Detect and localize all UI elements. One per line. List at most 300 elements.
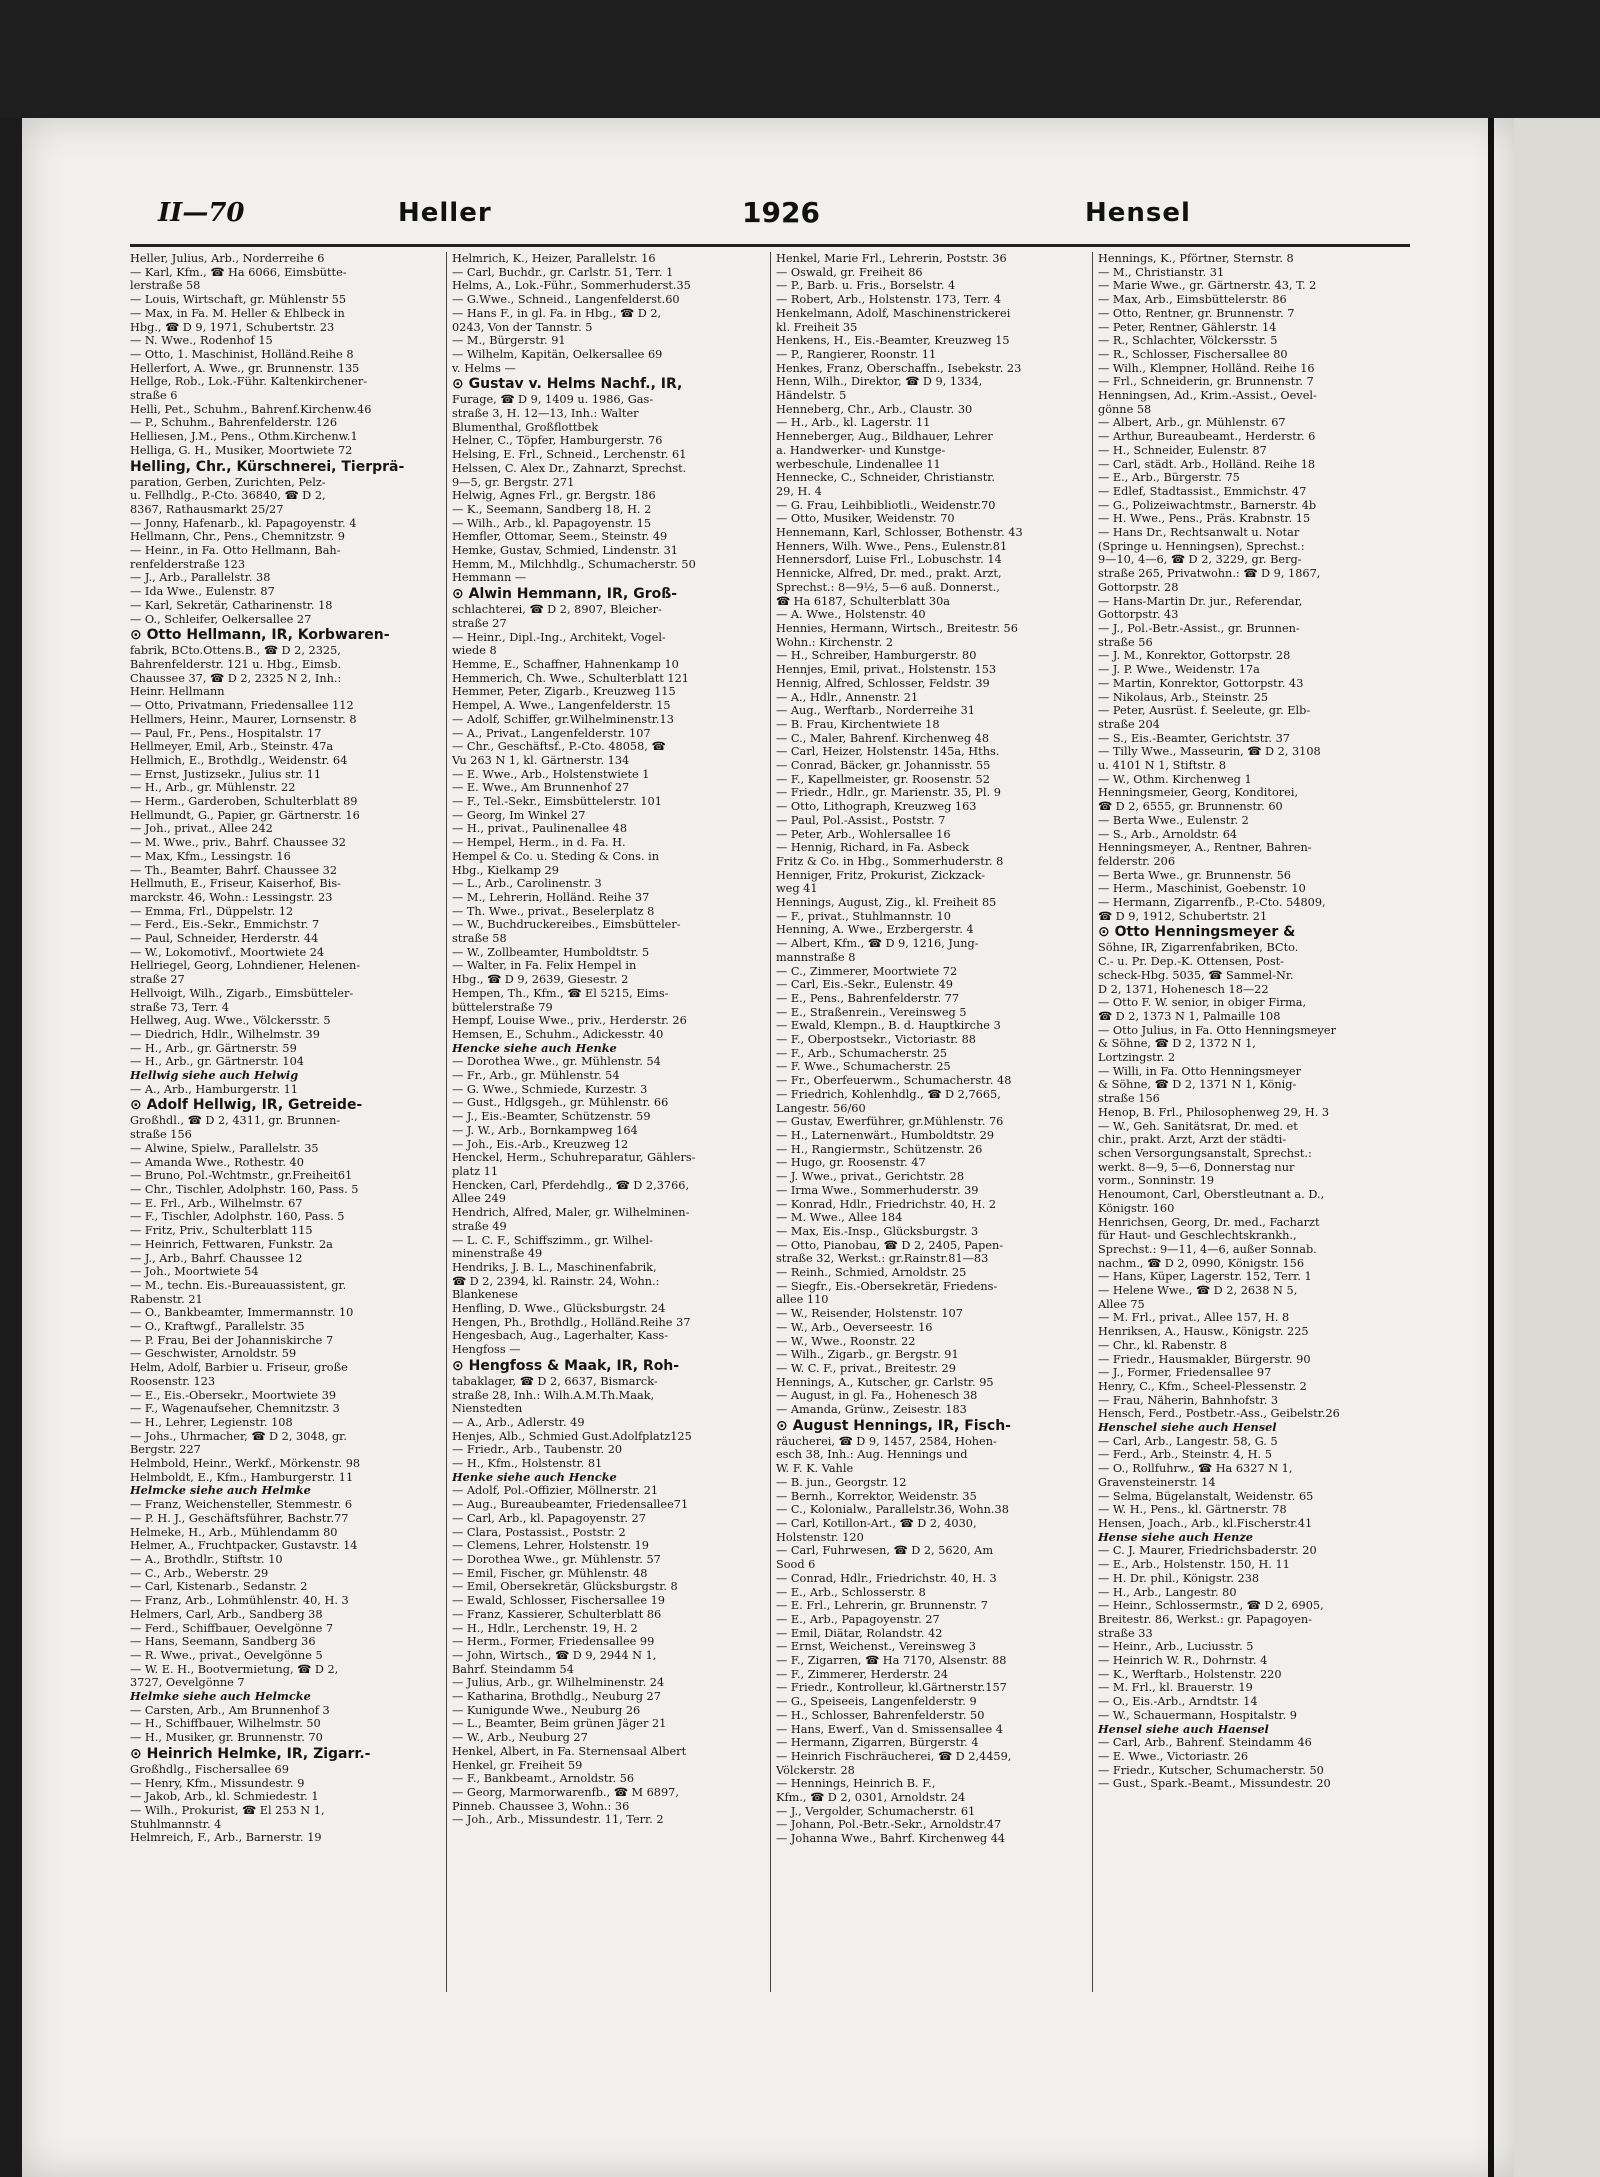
directory-entry-line: 9—5, gr. Bergstr. 271 [452,475,575,489]
directory-entry-line: — W., Arb., Neuburg 27 [452,1731,588,1745]
directory-entry-line: — C., Zimmerer, Moortwiete 72 [776,964,958,978]
directory-entry-line: Henkel, Marie Frl., Lehrerin, Poststr. 36 [776,252,1007,265]
directory-entry-line: — Chr., Geschäftsf., P.-Cto. 48058, ☎ [452,740,666,754]
directory-entry-line: — J., Eis.-Beamter, Schützenstr. 59 [452,1110,651,1124]
directory-entry-line: — Jakob, Arb., kl. Schmiedestr. 1 [130,1790,319,1804]
directory-entry-line: — Amanda Wwe., Rothestr. 40 [130,1155,304,1169]
directory-entry-line: — Jonny, Hafenarb., kl. Papagoyenstr. 4 [130,516,357,530]
directory-entry-line: Allee 75 [1098,1297,1145,1311]
directory-entry-line: — Friedr., Hdlr., gr. Marienstr. 35, Pl. 9 [776,786,1001,800]
directory-entry-line: Hemfler, Ottomar, Seem., Steinstr. 49 [452,530,668,544]
directory-entry-line: — Georg, Im Winkel 27 [452,808,586,822]
directory-entry-line: — A., Privat., Langenfelderstr. 107 [452,726,651,740]
directory-entry-line: — H., Kfm., Holstenstr. 81 [452,1457,603,1471]
directory-entry-line: — Selma, Bügelanstalt, Weidenstr. 65 [1098,1489,1314,1503]
directory-entry-line: Helm, Adolf, Barbier u. Friseur, große [130,1361,348,1375]
directory-entry-line: Helliga, G. H., Musiker, Moortwiete 72 [130,443,353,457]
directory-entry-line: — H., privat., Paulinenallee 48 [452,822,628,836]
directory-entry-line: Helmers, Carl, Arb., Sandberg 38 [130,1607,323,1621]
directory-entry-line: — Friedrich, Kohlenhdlg., ☎ D 2,7665, [776,1087,1001,1101]
directory-entry-line: straße 33 [1098,1626,1153,1640]
directory-entry-line: — W. E. H., Bootvermietung, ☎ D 2, [130,1662,339,1676]
directory-entry-line: — P., Barb. u. Fris., Borselstr. 4 [776,279,956,293]
directory-entry-line: — H. Wwe., Pens., Präs. Krabnstr. 15 [1098,512,1311,526]
directory-entry-line: straße 265, Privatwohn.: ☎ D 9, 1867, [1098,567,1321,581]
directory-entry-line: — G. Wwe., Schmiede, Kurzestr. 3 [452,1082,648,1096]
directory-entry-line: — C., Kolonialw., Parallelstr.36, Wohn.38 [776,1503,1009,1517]
directory-entry-line: — Joh., Eis.-Arb., Kreuzweg 12 [452,1137,629,1151]
page-header [130,192,1412,232]
directory-entry-line: Nienstedten [452,1402,523,1416]
directory-entry-line: Henry, C., Kfm., Scheel-Plessenstr. 2 [1098,1379,1307,1393]
directory-entry-line: — Conrad, Bäcker, gr. Johannisstr. 55 [776,759,991,773]
directory-entry-line: Hemme, E., Schaffner, Hahnenkamp 10 [452,657,679,671]
column-4 [1098,252,1408,1791]
header-rule [130,244,1410,247]
directory-entry-line: — H., Arb., gr. Gärtnerstr. 59 [130,1041,297,1055]
directory-entry-line: — E., Pens., Bahrenfelderstr. 77 [776,991,960,1005]
directory-entry-line: schen Versorgungsanstalt, Sprechst.: [1098,1147,1312,1160]
directory-entry-line: — F., Arb., Schumacherstr. 25 [776,1046,948,1060]
directory-entry-line: — Friedr., Arb., Taubenstr. 20 [452,1443,623,1457]
directory-entry-line: straße 58 [452,932,507,946]
directory-entry-line: — Albert, Arb., gr. Mühlenstr. 67 [1098,416,1286,430]
directory-entry-line: — Hennings, Heinrich B. F., [776,1777,936,1791]
directory-entry-line: — F., Oberpostsekr., Victoriastr. 88 [776,1033,976,1047]
directory-entry-line: Hellriegel, Georg, Lohndiener, Helenen- [130,959,361,973]
directory-entry-line: Langestr. 56/60 [776,1101,866,1115]
directory-entry-line: — Heinrich W. R., Dohrnstr. 4 [1098,1654,1268,1668]
directory-entry-line: — Joh., Arb., Missundestr. 11, Terr. 2 [452,1813,664,1827]
directory-entry-line: v. Helms — [452,361,516,375]
directory-entry-line: Hennies, Hermann, Wirtsch., Breitestr. 56 [776,621,1018,635]
directory-entry-line: — P., Schuhm., Bahrenfelderstr. 126 [130,416,338,430]
directory-entry-line: Hennings, K., Pförtner, Sternstr. 8 [1098,252,1294,265]
directory-entry-line: Hennecke, C., Schneider, Christianstr. [776,471,995,485]
directory-entry-line: — J. Wwe., privat., Gerichtstr. 28 [776,1170,965,1184]
directory-entry-line: Gottorpstr. 28 [1098,580,1179,594]
directory-entry-line: gönne 58 [1098,402,1152,416]
directory-entry-line: ☎ D 2, 1373 N 1, Palmaille 108 [1098,1009,1281,1023]
directory-entry-line: — Willi, in Fa. Otto Henningsmeyer [1098,1064,1302,1078]
directory-entry-line: Henningsmeyer, A., Rentner, Bahren- [1098,841,1312,855]
directory-entry-line: Rabenstr. 21 [130,1292,203,1306]
directory-entry-line: — Arthur, Bureaubeamt., Herderstr. 6 [1098,430,1316,444]
page-number: II—70 [158,198,245,228]
directory-entry-line: felderstr. 206 [1098,854,1176,868]
directory-entry-line: — Siegfr., Eis.-Obersekretär, Friedens- [776,1279,998,1293]
column-divider [770,252,771,1992]
directory-entry-line: — Berta Wwe., Eulenstr. 2 [1098,813,1249,827]
directory-entry-line: — Paul, Schneider, Herderstr. 44 [130,932,319,946]
directory-entry-line: straße 6 [130,389,178,403]
directory-entry-line: — E. Frl., Lehrerin, gr. Brunnenstr. 7 [776,1599,988,1613]
directory-entry-line: — E., Straßenrein., Vereinsweg 5 [776,1005,967,1019]
directory-entry-line: Hense siehe auch Henze [1098,1530,1253,1544]
directory-entry-line: — Hugo, gr. Roosenstr. 47 [776,1156,926,1170]
directory-entry-line: — Friedr., Hausmakler, Bürgerstr. 90 [1098,1352,1311,1366]
directory-entry-line: fabrik, BCto.Ottens.B., ☎ D 2, 2325, [130,644,341,658]
directory-entry-line: Henkes, Franz, Oberschaffn., Isebekstr. 23 [776,361,1022,375]
directory-entry-line: — Kunigunde Wwe., Neuburg 26 [452,1703,641,1717]
directory-entry-line: — F., Kapellmeister, gr. Roosenstr. 52 [776,772,990,786]
directory-entry-line: — Gustav, Ewerführer, gr.Mühlenstr. 76 [776,1115,1004,1129]
directory-entry-line: Hemsen, E., Schuhm., Adickesstr. 40 [452,1027,664,1041]
directory-entry-line: 8367, Rathausmarkt 25/27 [130,502,284,516]
directory-entry-line: straße 28, Inh.: Wilh.A.M.Th.Maak, [452,1388,655,1402]
directory-entry-line: — Carl, Kotillon-Art., ☎ D 2, 4030, [776,1516,977,1530]
directory-entry-line: Henrichsen, Georg, Dr. med., Facharzt [1098,1215,1320,1229]
directory-entry-line: — P. Frau, Bei der Johanniskirche 7 [130,1333,334,1347]
directory-entry-line: — Hans, Küper, Lagerstr. 152, Terr. 1 [1098,1270,1312,1284]
directory-entry-line: — S., Eis.-Beamter, Gerichtstr. 37 [1098,731,1290,745]
directory-entry-line: — J., Arb., Bahrf. Chaussee 12 [130,1251,303,1265]
directory-entry-line: Roosenstr. 123 [130,1374,216,1388]
directory-entry-line: Bahrenfelderstr. 121 u. Hbg., Eimsb. [130,657,342,671]
directory-entry-line: — F., Tel.-Sekr., Eimsbüttelerstr. 101 [452,795,662,809]
directory-entry-line: — Herm., Garderoben, Schulterblatt 89 [130,795,358,809]
directory-entry-line: ☎ D 9, 1912, Schubertstr. 21 [1098,909,1268,923]
directory-entry-line: Henke siehe auch Hencke [452,1470,617,1484]
column-divider [446,252,447,1992]
directory-entry-line: straße 49 [452,1219,507,1233]
directory-entry-line: Händelstr. 5 [776,389,847,403]
directory-entry-line: Henriksen, A., Hausw., Königstr. 225 [1098,1325,1309,1339]
directory-entry-line: Sprechst.: 9—11, 4—6, außer Sonnab. [1098,1242,1317,1256]
directory-entry-line: Hengesbach, Aug., Lagerhalter, Kass- [452,1329,669,1343]
directory-entry-line: — Karl, Kfm., ☎ Ha 6066, Eimsbütte- [130,265,347,279]
directory-entry-line: — Joh., privat., Allee 242 [130,822,273,836]
directory-entry-line: Hellmich, E., Brothdlg., Weidenstr. 64 [130,753,348,767]
directory-entry-line: — F., Wagenaufseher, Chemnitzstr. 3 [130,1402,340,1416]
directory-entry-line: Hemmann — [452,571,527,585]
directory-entry-line: 0243, Von der Tannstr. 5 [452,320,593,334]
directory-entry-line: — E. Wwe., Victoriastr. 26 [1098,1749,1249,1763]
directory-entry-line: Hellweg, Aug. Wwe., Völckersstr. 5 [130,1014,331,1028]
directory-entry-line: — Bruno, Pol.-Wchtmstr., gr.Freiheit61 [130,1169,353,1183]
directory-entry-line: — Wilh., Zigarb., gr. Bergstr. 91 [776,1348,959,1362]
directory-entry-line: — Julius, Arb., gr. Wilhelminenstr. 24 [452,1676,665,1690]
directory-entry-line: — J., Pol.-Betr.-Assist., gr. Brunnen- [1098,621,1300,635]
directory-entry-line: — W., Reisender, Holstenstr. 107 [776,1307,963,1321]
directory-entry-line: weg 41 [776,882,818,896]
directory-entry-line: — Hennig, Richard, in Fa. Asbeck [776,841,969,855]
directory-entry-line: — Hans, Seemann, Sandberg 36 [130,1635,316,1649]
directory-entry-line: Henkel, gr. Freiheit 59 [452,1758,583,1772]
directory-entry-line: — M. Wwe., Allee 184 [776,1211,903,1225]
directory-entry-line: — Frl., Schneiderin, gr. Brunnenstr. 7 [1098,375,1314,389]
directory-entry-line: ⊙ Otto Hellmann, IR, Korbwaren- [130,627,390,644]
directory-entry-line: chir., prakt. Arzt, Arzt der städti- [1098,1133,1287,1147]
directory-entry-line: Helmke siehe auch Helmcke [130,1690,311,1704]
directory-entry-line: — Otto, Pianobau, ☎ D 2, 2405, Papen- [776,1238,1004,1252]
directory-entry-line: Helli, Pet., Schuhm., Bahrenf.Kirchenw.46 [130,402,372,416]
directory-entry-line: Hengfoss — [452,1343,521,1357]
directory-entry-line: — Hans F., in gl. Fa. in Hbg., ☎ D 2, [452,306,662,320]
directory-entry-line: Hennings, August, Zig., kl. Freiheit 85 [776,896,997,910]
directory-entry-line: ☎ D 2, 6555, gr. Brunnenstr. 60 [1098,800,1283,814]
column-3 [776,252,1086,1846]
directory-entry-line: — W., Othm. Kirchenweg 1 [1098,772,1252,786]
directory-entry-line: — Otto, Privatmann, Friedensallee 112 [130,699,354,713]
directory-entry-line: — Otto, Lithograph, Kreuzweg 163 [776,800,977,814]
directory-entry-line: Henneberger, Aug., Bildhauer, Lehrer [776,430,993,444]
directory-entry-line: — Adolf, Schiffer, gr.Wilhelminenstr.13 [452,712,674,726]
directory-entry-line: Pinneb. Chaussee 3, Wohn.: 36 [452,1799,630,1813]
directory-entry-line: Hellmann, Chr., Pens., Chemnitzstr. 9 [130,530,345,544]
directory-entry-line: — Otto, Musiker, Weidenstr. 70 [776,512,955,526]
directory-entry-line: — O., Bankbeamter, Immermannstr. 10 [130,1306,354,1320]
directory-entry-line: — Wilh., Arb., kl. Papagoyenstr. 15 [452,516,652,530]
directory-entry-line: — John, Wirtsch., ☎ D 9, 2944 N 1, [452,1648,657,1662]
directory-entry-line: straße 27 [130,973,185,987]
directory-entry-line: lerstraße 58 [130,279,201,293]
directory-entry-line: — R. Wwe., privat., Oevelgönne 5 [130,1648,323,1662]
directory-entry-line: Fritz & Co. in Hbg., Sommerhuderstr. 8 [776,854,1004,868]
directory-entry-line: Henn, Wilh., Direktor, ☎ D 9, 1334, [776,375,983,389]
directory-entry-line: — Bernh., Korrektor, Weidenstr. 35 [776,1489,977,1503]
directory-entry-line: — K., Seemann, Sandberg 18, H. 2 [452,502,652,516]
directory-entry-line: ☎ Ha 6187, Schulterblatt 30a [776,594,950,608]
directory-entry-line: Helner, C., Töpfer, Hamburgerstr. 76 [452,434,663,448]
directory-entry-line: straße 156 [1098,1092,1160,1106]
directory-entry-line: Henningsmeier, Georg, Konditorei, [1098,786,1299,800]
directory-entry-line: Henningsen, Ad., Krim.-Assist., Oevel- [1098,389,1317,403]
directory-entry-line: — Georg, Marmorwarenfb., ☎ M 6897, [452,1785,679,1799]
directory-entry-line: — Konrad, Hdlr., Friedrichstr. 40, H. 2 [776,1197,997,1211]
directory-entry-line: Stuhlmannstr. 4 [130,1817,222,1831]
column-1 [130,252,440,1845]
directory-entry-line: — W. H., Pens., kl. Gärtnerstr. 78 [1098,1503,1287,1517]
directory-entry-line: — O., Rollfuhrw., ☎ Ha 6327 N 1, [1098,1462,1293,1476]
directory-entry-line: — Ferd., Arb., Steinstr. 4, H. 5 [1098,1448,1272,1462]
column-divider [1092,252,1093,1992]
directory-entry-line: — Alwine, Spielw., Parallelstr. 35 [130,1141,319,1155]
directory-entry-line: — Otto F. W. senior, in obiger Firma, [1098,996,1307,1010]
directory-entry-line: — Fritz, Priv., Schulterblatt 115 [130,1224,313,1238]
directory-entry-line: — H., Musiker, gr. Brunnenstr. 70 [130,1731,323,1745]
directory-entry-line: minenstraße 49 [452,1247,543,1261]
directory-entry-line: — Ewald, Klempn., B. d. Hauptkirche 3 [776,1019,1001,1033]
directory-entry-line: Hennicke, Alfred, Dr. med., prakt. Arzt, [776,567,1002,581]
directory-entry-line: Hemmer, Peter, Zigarb., Kreuzweg 115 [452,685,676,699]
directory-entry-line: — Carl, Eis.-Sekr., Eulenstr. 49 [776,978,953,992]
directory-entry-line: — Ferd., Eis.-Sekr., Emmichstr. 7 [130,918,320,932]
directory-entry-line: Hemmerich, Ch. Wwe., Schulterblatt 121 [452,671,689,685]
directory-entry-line: Henkens, H., Eis.-Beamter, Kreuzweg 15 [776,334,1010,348]
directory-entry-line: — Berta Wwe., gr. Brunnenstr. 56 [1098,868,1291,882]
directory-entry-line: vorm., Sonninstr. 19 [1098,1174,1215,1188]
directory-entry-line: — Helene Wwe., ☎ D 2, 2638 N 5, [1098,1284,1298,1298]
directory-entry-line: — C., Maler, Bahrenf. Kirchenweg 48 [776,731,990,745]
directory-entry-line: — Hermann, Zigarren, Bürgerstr. 4 [776,1736,979,1750]
directory-entry-line: — Emma, Frl., Düppelstr. 12 [130,904,294,918]
directory-entry-line: — Max, in Fa. M. Heller & Ehlbeck in [130,306,345,320]
directory-entry-line: — Paul, Fr., Pens., Hospitalstr. 17 [130,726,322,740]
directory-entry-line: — Geschwister, Arnoldstr. 59 [130,1347,297,1361]
directory-entry-line: Blankenese [452,1288,518,1302]
directory-entry-line: Helmboldt, E., Kfm., Hamburgerstr. 11 [130,1470,354,1484]
directory-entry-line: — Carl, Buchdr., gr. Carlstr. 51, Terr. 1 [452,265,674,279]
directory-entry-line: Hensch, Ferd., Postbetr.-Ass., Geibelstr.26 [1098,1407,1340,1421]
directory-entry-line: Hellerfort, A. Wwe., gr. Brunnenstr. 135 [130,361,360,375]
directory-entry-line: — C. J. Maurer, Friedrichsbaderstr. 20 [1098,1544,1317,1558]
directory-entry-line: — W., Arb., Oeverseestr. 16 [776,1320,933,1334]
directory-entry-line: — Peter, Arb., Wohlersallee 16 [776,827,951,841]
directory-entry-line: — J. W., Arb., Bornkampweg 164 [452,1123,638,1137]
directory-entry-line: D 2, 1371, Hohenesch 18—22 [1098,982,1269,996]
directory-entry-line: ⊙ Hengfoss & Maak, IR, Roh- [452,1357,680,1374]
directory-entry-line: — Chr., kl. Rabenstr. 8 [1098,1338,1227,1352]
directory-entry-line: — Carl, Fuhrwesen, ☎ D 2, 5620, Am [776,1544,994,1558]
directory-entry-line: — Friedr., Kontrolleur, kl.Gärtnerstr.157 [776,1681,1007,1695]
directory-entry-line: — H., Lehrer, Legienstr. 108 [130,1415,293,1429]
directory-entry-line: — Ferd., Schiffbauer, Oevelgönne 7 [130,1621,334,1635]
directory-entry-line: straße 204 [1098,717,1160,731]
directory-entry-line: — Hempel, Herm., in d. Fa. H. [452,836,626,850]
directory-entry-line: straße 56 [1098,635,1153,649]
directory-entry-line: Bahrf. Steindamm 54 [452,1662,574,1676]
directory-entry-line: mannstraße 8 [776,950,856,964]
directory-entry-line: — B. Frau, Kirchentwiete 18 [776,717,940,731]
directory-entry-line: Hellmuth, E., Friseur, Kaiserhof, Bis- [130,877,341,891]
directory-entry-line: — Ewald, Schlosser, Fischersallee 19 [452,1594,665,1608]
directory-entry-line: — G., Polizeiwachtmstr., Barnerstr. 4b [1098,498,1317,512]
directory-entry-line: — Louis, Wirtschaft, gr. Mühlenstr 55 [130,293,347,307]
directory-entry-line: Helmer, A., Fruchtpacker, Gustavstr. 14 [130,1539,358,1553]
directory-entry-line: Großhdl., ☎ D 2, 4311, gr. Brunnen- [130,1114,341,1128]
directory-entry-line: Hbg., ☎ D 9, 2639, Giesestr. 2 [452,973,629,987]
directory-entry-line: straße 27 [452,616,507,630]
directory-entry-line: — A., Brothdlr., Stiftstr. 10 [130,1552,283,1566]
directory-entry-line: 29, H. 4 [776,484,822,498]
directory-entry-line: Hengen, Ph., Brothdlg., Holländ.Reihe 37 [452,1315,691,1329]
directory-entry-line: — Oswald, gr. Freiheit 86 [776,265,923,279]
directory-entry-line: — W., Geh. Sanitätsrat, Dr. med. et [1098,1119,1298,1133]
directory-entry-line: Hbg., ☎ D 9, 1971, Schubertstr. 23 [130,320,335,334]
directory-entry-line: Henning, A. Wwe., Erzbergerstr. 4 [776,923,974,937]
directory-entry-line: — E., Arb., Papagoyenstr. 27 [776,1612,940,1626]
directory-entry-line: — Johann, Pol.-Betr.-Sekr., Arnoldstr.47 [776,1818,1002,1832]
directory-entry-line: Henners, Wilh. Wwe., Pens., Eulenstr.81 [776,539,1008,553]
directory-entry-line: — Reinh., Schmied, Arnoldstr. 25 [776,1266,967,1280]
directory-entry-line: C.- u. Pr. Dep.-K. Ottensen, Post- [1098,955,1284,969]
directory-entry-line: — R., Schlosser, Fischersallee 80 [1098,347,1288,361]
directory-entry-line: ⊙ Alwin Hemmann, IR, Groß- [452,586,678,603]
directory-entry-line: Königstr. 160 [1098,1201,1175,1215]
directory-entry-line: — A., Arb., Adlerstr. 49 [452,1415,585,1429]
directory-entry-line: — Robert, Arb., Holstenstr. 173, Terr. 4 [776,293,1002,307]
directory-entry-line: ⊙ August Hennings, IR, Fisch- [776,1417,1011,1434]
directory-entry-line: Hempel, A. Wwe., Langenfelderstr. 15 [452,699,671,713]
directory-entry-line: — Clara, Postassist., Poststr. 2 [452,1525,626,1539]
directory-entry-line: (Springe u. Henningsen), Sprechst.: [1098,539,1305,553]
directory-entry-line: — Franz, Weichensteller, Stemmestr. 6 [130,1498,353,1512]
directory-entry-line: Henjes, Alb., Schmied Gust.Adolfplatz125 [452,1429,692,1443]
directory-entry-line: — J. M., Konrektor, Gottorpstr. 28 [1098,649,1291,663]
scan-background-top [0,0,1600,118]
directory-entry-line: Breitestr. 86, Werkst.: gr. Papagoyen- [1098,1612,1312,1626]
directory-entry-line: — Tilly Wwe., Masseurin, ☎ D 2, 3108 [1098,745,1321,759]
directory-entry-line: Heller, Julius, Arb., Norderreihe 6 [130,252,325,265]
directory-entry-line: Henneberg, Chr., Arb., Claustr. 30 [776,402,973,416]
directory-entry-line: — Th., Beamter, Bahrf. Chaussee 32 [130,863,338,877]
directory-entry-line: Kfm., ☎ D 2, 0301, Arnoldstr. 24 [776,1791,966,1805]
directory-entry-line: — Joh., Moortwiete 54 [130,1265,259,1279]
directory-entry-line: u. Fellhdlg., P.-Cto. 36840, ☎ D 2, [130,489,326,503]
directory-entry-line: Hellmundt, G., Papier, gr. Gärtnerstr. 16 [130,808,360,822]
directory-entry-line: — Johs., Uhrmacher, ☎ D 2, 3048, gr. [130,1429,347,1443]
directory-entry-line: — S., Arb., Arnoldstr. 64 [1098,827,1238,841]
directory-entry-line: — Heinrich, Fettwaren, Funkstr. 2a [130,1237,333,1251]
next-page-edge [1514,118,1600,2177]
directory-entry-line: — Franz, Kassierer, Schulterblatt 86 [452,1607,662,1621]
directory-entry-line: Gravensteinerstr. 14 [1098,1475,1216,1489]
directory-entry-line: — C., Arb., Weberstr. 29 [130,1566,269,1580]
directory-entry-line: — Carl, Arb., Langestr. 58, G. 5 [1098,1434,1278,1448]
directory-entry-line: u. 4101 N 1, Stiftstr. 8 [1098,759,1227,773]
directory-entry-line: — August, in gl. Fa., Hohenesch 38 [776,1389,978,1403]
directory-entry-line: — M., Lehrerin, Holländ. Reihe 37 [452,890,650,904]
directory-entry-line: — R., Schlachter, Völckersstr. 5 [1098,334,1278,348]
directory-entry-line: — F., Tischler, Adolphstr. 160, Pass. 5 [130,1210,345,1224]
directory-entry-line: Helmrich, K., Heizer, Parallelstr. 16 [452,252,656,265]
directory-entry-line: — Emil, Fischer, gr. Mühlenstr. 48 [452,1566,648,1580]
directory-entry-line: — Herm., Maschinist, Goebenstr. 10 [1098,882,1306,896]
directory-entry-line: — Martin, Konrektor, Gottorpstr. 43 [1098,676,1304,690]
directory-entry-line: scheck-Hbg. 5035, ☎ Sammel-Nr. [1098,968,1294,982]
directory-entry-line: — Hans, Ewerf., Van d. Smissensallee 4 [776,1722,1003,1736]
directory-entry-line: — Peter, Rentner, Gählerstr. 14 [1098,320,1277,334]
directory-entry-line: — Fr., Arb., gr. Mühlenstr. 54 [452,1069,620,1083]
directory-entry-line: — F., Zigarren, ☎ Ha 7170, Alsenstr. 88 [776,1654,1007,1668]
directory-entry-line: — Carsten, Arb., Am Brunnenhof 3 [130,1703,330,1717]
directory-entry-line: platz 11 [452,1165,499,1178]
directory-entry-line: — B. jun., Georgstr. 12 [776,1475,907,1489]
directory-entry-line: — O., Eis.-Arb., Arndtstr. 14 [1098,1695,1258,1709]
directory-entry-line: — W., Schauermann, Hospitalstr. 9 [1098,1708,1297,1722]
directory-entry-line: — H., Arb., gr. Gärtnerstr. 104 [130,1055,304,1069]
directory-entry-line: — G., Speiseeis, Langenfelderstr. 9 [776,1695,977,1709]
directory-entry-line: allee 110 [776,1293,829,1307]
directory-entry-line: Hencken, Carl, Pferdehdlg., ☎ D 2,3766, [452,1178,690,1192]
directory-entry-line: tabaklager, ☎ D 2, 6637, Bismarck- [452,1374,658,1388]
directory-entry-line: — Amanda, Grünw., Zeisestr. 183 [776,1403,967,1417]
directory-entry-line: — Ernst, Weichenst., Vereinsweg 3 [776,1640,976,1654]
directory-entry-line: — H., Schreiber, Hamburgerstr. 80 [776,649,977,663]
directory-entry-line: — H., Arb., Langestr. 80 [1098,1585,1237,1599]
directory-entry-line: — Wilh., Klempner, Holländ. Reihe 16 [1098,361,1315,375]
directory-entry-line: — Carl, Kistenarb., Sedanstr. 2 [130,1580,308,1594]
directory-entry-line: Henop, B. Frl., Philosophenweg 29, H. 3 [1098,1105,1330,1119]
directory-entry-line: Henkel, Albert, in Fa. Sternensaal Albert [452,1744,687,1758]
directory-entry-line: — J., Arb., Parallelstr. 38 [130,571,271,585]
directory-entry-line: — H., Schlosser, Bahrenfelderstr. 50 [776,1708,985,1722]
directory-entry-line: — E. Wwe., Arb., Holstenstwiete 1 [452,767,650,781]
directory-entry-line: — Carl, städt. Arb., Holländ. Reihe 18 [1098,457,1316,471]
directory-entry-line: Hennemann, Karl, Schlosser, Bothenstr. 43 [776,526,1023,540]
directory-entry-line: — Marie Wwe., gr. Gärtnerstr. 43, T. 2 [1098,279,1317,293]
directory-entry-line: — Carl, Arb., kl. Papagoyenstr. 27 [452,1511,646,1525]
directory-entry-line: — Dorothea Wwe., gr. Mühlenstr. 57 [452,1552,661,1566]
directory-entry-line: nachm., ☎ D 2, 0990, Königstr. 156 [1098,1256,1305,1270]
directory-entry-line: & Söhne, ☎ D 2, 1371 N 1, König- [1098,1078,1297,1092]
directory-entry-line: — M., Bürgerstr. 91 [452,334,566,348]
directory-entry-line: — Heinr., Arb., Luciusstr. 5 [1098,1640,1254,1654]
directory-entry-line: — Dorothea Wwe., gr. Mühlenstr. 54 [452,1055,661,1069]
directory-entry-line: — Emil, Obersekretär, Glücksburgstr. 8 [452,1580,678,1594]
directory-entry-line: — Karl, Sekretär, Catharinenstr. 18 [130,598,333,612]
